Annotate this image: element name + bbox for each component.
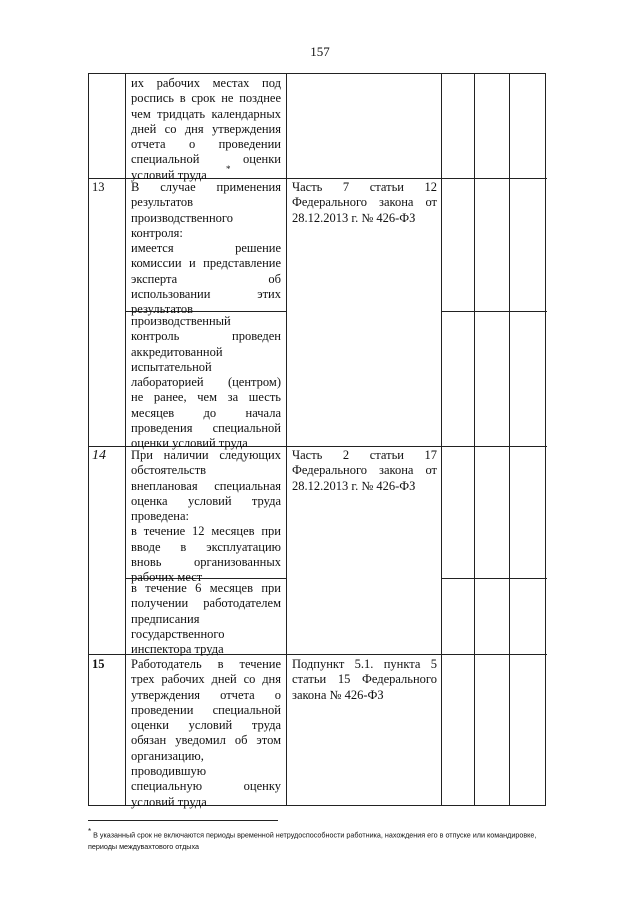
text-line: проводившую [131,764,207,779]
footnote-divider [88,820,278,821]
reference-cell [292,448,437,494]
text-line: утверждения отчета о [131,687,281,702]
text-line: чем тридцать календарных [131,106,281,121]
requirement-cell [131,180,281,318]
text-line: испытательной [131,359,212,374]
text-line: производственный [131,314,231,328]
text-line: месяцев до начала [131,405,281,420]
text-line: проведении специальной [131,702,281,717]
text-line: государственного [131,626,225,641]
text-line: имеется решение [131,241,281,256]
text-line: использовании этих [131,287,281,302]
text-line: отчета о проведении [131,137,281,152]
requirement-cell [131,314,281,452]
text-line: комиссии и представление [131,256,281,271]
text-line: контроля: [131,225,183,240]
text-line: В случае применения [131,180,281,194]
text-line: в течение 12 месяцев при [131,524,281,539]
text-line: 28.12.2013 г. № 426-ФЗ [292,478,416,493]
text-line: контроль проведен [131,329,281,344]
text-line: вновь организованных [131,555,281,570]
text-line: организацию, [131,748,204,763]
text-line: результатов [131,195,194,210]
text-line: эксперта об [131,271,281,286]
column-divider [474,74,475,805]
text-line: лабораторией (центром) [131,375,281,390]
text-line: дней со дня утверждения [131,121,281,136]
footnote-marker: * [88,827,92,836]
requirement-cell [131,76,281,183]
text-line: внеплановая специальная [131,478,281,493]
reference-cell [292,180,437,226]
requirement-cell [131,581,281,657]
text-line: Часть 7 статьи 12 [292,180,437,194]
text-line: При наличии следующих [131,448,281,462]
text-line: их рабочих местах под [131,76,281,90]
row-number: 15 [92,657,105,671]
text-line: производственного [131,210,233,225]
footnote-marker: * [226,164,231,174]
text-line: результатов [131,302,194,317]
column-divider [509,74,510,805]
page-number: 157 [310,44,330,59]
column-divider [125,74,126,805]
text-line: 28.12.2013 г. № 426-ФЗ [292,210,416,225]
row-number: 14 [92,448,106,463]
text-line: Работодатель в течение [131,657,281,671]
text-line: Федерального закона от [292,463,437,478]
checklist-table [88,73,546,809]
sub-row-divider [441,578,547,579]
reference-cell [292,657,437,703]
text-line: специальную оценку [131,779,281,794]
text-line: предписания [131,611,200,626]
text-line: условий труда [131,167,207,182]
text-line: оценки условий труда [131,718,281,733]
text-line: трех рабочих дней со дня [131,672,281,687]
text-line: Часть 2 статьи 17 [292,448,437,462]
text-line: специальной оценки [131,152,281,167]
text-line: рабочих мест [131,570,203,585]
text-line: в течение 6 месяцев при [131,581,281,595]
row-number: 13 [92,180,105,194]
column-divider [286,74,287,805]
text-line: проведения специальной [131,421,281,436]
text-line: проведена: [131,509,190,524]
text-line: получении работодателем [131,596,281,611]
requirement-cell [131,448,281,586]
column-divider [441,74,442,805]
footnote-line: периоды междувахтового отдыха [88,842,199,852]
text-line: закона № 426-ФЗ [292,687,384,702]
text-line: оценки условий труда [131,436,248,451]
text-line: Подпункт 5.1. пункта 5 [292,657,437,671]
text-line: оценка условий труда [131,493,281,508]
text-line: аккредитованной [131,344,223,359]
text-line: не ранее, чем за шесть [131,390,281,405]
footnote [88,826,598,853]
text-line: обстоятельств [131,463,207,478]
text-line: обязан уведомил об этом [131,733,281,748]
sub-row-divider [441,311,547,312]
text-line: вводе в эксплуатацию [131,539,281,554]
requirement-cell [131,657,281,810]
text-line: статьи 15 Федерального [292,672,437,687]
text-line: роспись в срок не позднее [131,91,281,106]
text-line: инспектора труда [131,642,224,657]
text-line: Федерального закона от [292,195,437,210]
footnote-line: В указанный срок не включаются периоды временной нетрудоспособности работника, нахождения его в отпуске или командировке, [93,830,537,840]
text-line: условий труда [131,794,207,809]
